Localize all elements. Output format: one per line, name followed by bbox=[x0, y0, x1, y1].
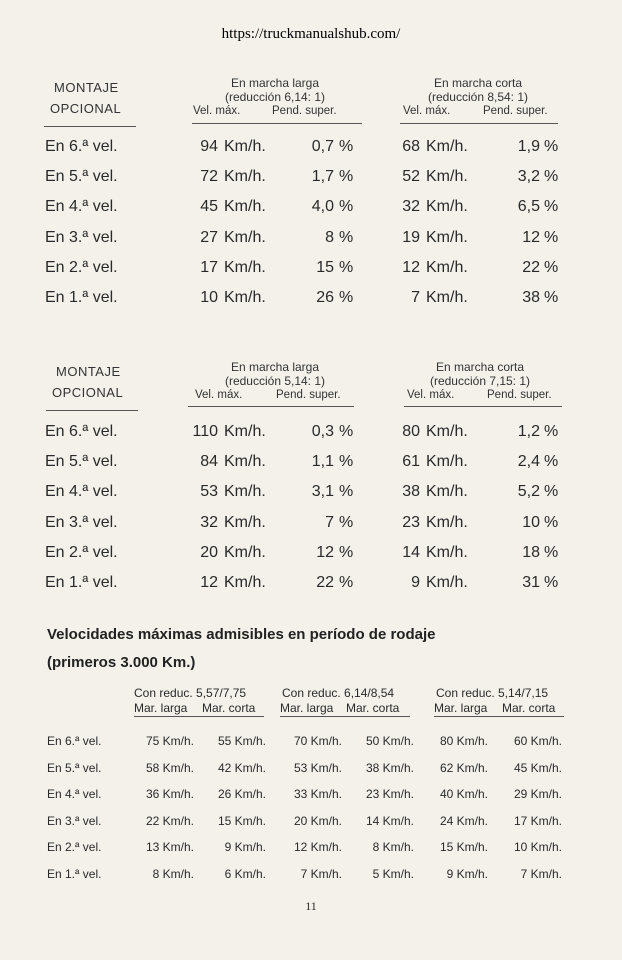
speed-cell: 53 Km/h. bbox=[293, 760, 342, 775]
percent-unit: % bbox=[544, 228, 559, 246]
percent-unit: % bbox=[544, 483, 559, 501]
sub-pend: Pend. super. bbox=[483, 105, 548, 117]
speed-cell: 22 Km/h. bbox=[145, 813, 194, 828]
table-label-line-1: MONTAJE bbox=[54, 80, 119, 95]
speed-cell: 50 Km/h. bbox=[365, 734, 414, 748]
column-header-larga: Mar. larga bbox=[134, 701, 188, 715]
source-url: https://truckmanualshub.com/ bbox=[221, 26, 401, 42]
corta-speed-value: 61 bbox=[402, 453, 420, 471]
corta-speed-value: 68 bbox=[402, 138, 420, 155]
larga-speed-value: 12 bbox=[200, 574, 218, 591]
speed-cell: 33 Km/h. bbox=[293, 787, 342, 802]
speed-unit: Km/h. bbox=[426, 289, 468, 306]
larga-speed-value: 72 bbox=[200, 168, 218, 186]
group-header-title: Con reduc. 6,14/8,54 bbox=[282, 686, 395, 700]
speed-unit: Km/h. bbox=[426, 138, 468, 155]
column-header-corta: Mar. corta bbox=[502, 701, 556, 715]
speed-unit: Km/h. bbox=[426, 574, 468, 591]
speed-unit: Km/h. bbox=[426, 228, 468, 246]
corta-grade-value: 38 bbox=[522, 289, 540, 306]
percent-unit: % bbox=[544, 168, 559, 186]
larga-grade-value: 0,7 bbox=[311, 138, 334, 155]
speed-cell: 12 Km/h. bbox=[293, 840, 342, 855]
percent-unit: % bbox=[544, 453, 559, 471]
speed-cell: 40 Km/h. bbox=[439, 787, 488, 802]
percent-unit: % bbox=[339, 198, 354, 216]
larga-grade-value: 0,3 bbox=[311, 423, 334, 440]
percent-unit: % bbox=[544, 543, 559, 561]
group-header-title: Con reduc. 5,14/7,15 bbox=[436, 686, 549, 700]
larga-speed-value: 27 bbox=[200, 228, 218, 246]
speed-unit: Km/h. bbox=[224, 453, 266, 471]
gear-label: En 3.ª vel. bbox=[45, 513, 118, 531]
page-number: 11 bbox=[305, 899, 317, 913]
percent-unit: % bbox=[339, 574, 354, 591]
speed-unit: Km/h. bbox=[224, 198, 266, 216]
sub-vel: Vel. máx. bbox=[407, 389, 455, 401]
divider bbox=[44, 126, 136, 127]
speed-cell: 62 Km/h. bbox=[439, 760, 488, 775]
group-corta-reduction: (reducción 7,15: 1) bbox=[429, 374, 531, 388]
speed-cell: 29 Km/h. bbox=[513, 787, 562, 802]
speed-unit: Km/h. bbox=[224, 574, 266, 591]
table-label-line-1: MONTAJE bbox=[56, 364, 121, 379]
speed-unit: Km/h. bbox=[224, 289, 266, 306]
table-label-line-2: OPCIONAL bbox=[50, 101, 122, 116]
corta-grade-value: 2,4 bbox=[517, 453, 540, 471]
percent-unit: % bbox=[339, 453, 354, 471]
speed-cell: 17 Km/h. bbox=[513, 813, 562, 828]
percent-unit: % bbox=[339, 423, 354, 440]
column-header-larga: Mar. larga bbox=[434, 701, 488, 715]
speed-unit: Km/h. bbox=[224, 423, 266, 440]
corta-grade-value: 1,9 bbox=[517, 138, 540, 155]
gear-label: En 4.ª vel. bbox=[47, 787, 102, 802]
divider bbox=[134, 716, 264, 717]
gear-label: En 6.ª vel. bbox=[45, 423, 118, 440]
gear-label: En 1.ª vel. bbox=[45, 289, 118, 306]
gear-label: En 2.ª vel. bbox=[45, 543, 118, 561]
column-header-corta: Mar. corta bbox=[346, 701, 400, 715]
speed-cell: 42 Km/h. bbox=[217, 760, 266, 775]
percent-unit: % bbox=[544, 513, 559, 531]
speed-unit: Km/h. bbox=[224, 228, 266, 246]
gear-label: En 5.ª vel. bbox=[45, 168, 118, 186]
group-larga-reduction: (reducción 5,14: 1) bbox=[224, 374, 326, 388]
corta-grade-value: 6,5 bbox=[517, 198, 540, 216]
speed-unit: Km/h. bbox=[426, 453, 468, 471]
speed-cell: 8 Km/h. bbox=[372, 840, 414, 855]
speed-cell: 15 Km/h. bbox=[439, 840, 488, 855]
gear-label: En 4.ª vel. bbox=[45, 198, 118, 216]
corta-grade-value: 10 bbox=[522, 513, 540, 531]
speed-unit: Km/h. bbox=[426, 198, 468, 216]
sub-vel: Vel. máx. bbox=[403, 105, 451, 117]
speed-cell: 60 Km/h. bbox=[513, 734, 562, 748]
group-corta-reduction: (reducción 8,54: 1) bbox=[427, 90, 529, 104]
speed-unit: Km/h. bbox=[426, 258, 468, 276]
corta-grade-value: 22 bbox=[522, 258, 540, 276]
speed-cell: 55 Km/h. bbox=[217, 734, 266, 748]
percent-unit: % bbox=[339, 483, 354, 501]
group-corta-title: En marcha corta bbox=[435, 360, 525, 374]
divider bbox=[188, 406, 354, 407]
sub-pend: Pend. super. bbox=[487, 389, 552, 401]
corta-grade-value: 12 bbox=[522, 228, 540, 246]
divider bbox=[404, 406, 562, 407]
percent-unit: % bbox=[544, 198, 559, 216]
percent-unit: % bbox=[339, 228, 354, 246]
speed-cell: 23 Km/h. bbox=[365, 787, 414, 802]
percent-unit: % bbox=[544, 138, 559, 155]
percent-unit: % bbox=[339, 258, 354, 276]
divider bbox=[400, 123, 558, 124]
speed-cell: 45 Km/h. bbox=[513, 760, 562, 775]
percent-unit: % bbox=[339, 513, 354, 531]
larga-speed-value: 53 bbox=[200, 483, 218, 501]
larga-speed-value: 110 bbox=[192, 423, 218, 440]
corta-speed-value: 12 bbox=[402, 258, 420, 276]
percent-unit: % bbox=[544, 289, 559, 306]
speed-cell: 26 Km/h. bbox=[217, 787, 266, 802]
section-title: Velocidades máximas admisibles en período de rodaje bbox=[47, 626, 436, 643]
speed-unit: Km/h. bbox=[224, 258, 266, 276]
speed-cell: 9 Km/h. bbox=[224, 840, 266, 855]
larga-grade-value: 3,1 bbox=[311, 483, 334, 501]
larga-speed-value: 17 bbox=[200, 258, 218, 276]
larga-grade-value: 1,1 bbox=[311, 453, 334, 471]
group-corta-title: En marcha corta bbox=[433, 76, 523, 90]
speed-cell: 6 Km/h. bbox=[224, 867, 266, 881]
gear-label: En 2.ª vel. bbox=[47, 840, 102, 855]
larga-speed-value: 32 bbox=[200, 513, 218, 531]
speed-cell: 24 Km/h. bbox=[439, 813, 488, 828]
speed-unit: Km/h. bbox=[426, 483, 468, 501]
corta-speed-value: 23 bbox=[402, 513, 420, 531]
gear-label: En 6.ª vel. bbox=[45, 138, 118, 155]
percent-unit: % bbox=[544, 574, 559, 591]
larga-grade-value: 8 bbox=[325, 228, 334, 246]
percent-unit: % bbox=[544, 258, 559, 276]
speed-unit: Km/h. bbox=[224, 513, 266, 531]
speed-cell: 80 Km/h. bbox=[439, 734, 488, 748]
corta-grade-value: 18 bbox=[522, 543, 540, 561]
speed-cell: 7 Km/h. bbox=[520, 867, 562, 881]
speed-cell: 5 Km/h. bbox=[372, 867, 414, 881]
group-header-title: Con reduc. 5,57/7,75 bbox=[134, 686, 247, 700]
speed-unit: Km/h. bbox=[426, 423, 468, 440]
larga-speed-value: 84 bbox=[200, 453, 218, 471]
percent-unit: % bbox=[339, 543, 354, 561]
corta-grade-value: 5,2 bbox=[517, 483, 540, 501]
speed-unit: Km/h. bbox=[224, 168, 266, 186]
larga-grade-value: 12 bbox=[316, 543, 334, 561]
speed-unit: Km/h. bbox=[426, 543, 468, 561]
gear-label: En 2.ª vel. bbox=[45, 258, 118, 276]
speed-cell: 58 Km/h. bbox=[145, 760, 194, 775]
percent-unit: % bbox=[544, 423, 559, 440]
corta-speed-value: 52 bbox=[402, 168, 420, 186]
speed-unit: Km/h. bbox=[224, 543, 266, 561]
larga-grade-value: 1,7 bbox=[311, 168, 334, 186]
divider bbox=[46, 410, 138, 411]
speed-unit: Km/h. bbox=[224, 138, 266, 155]
larga-grade-value: 7 bbox=[325, 513, 334, 531]
percent-unit: % bbox=[339, 138, 354, 155]
column-header-corta: Mar. corta bbox=[202, 701, 256, 715]
table-label-line-2: OPCIONAL bbox=[52, 385, 124, 400]
group-larga-title: En marcha larga bbox=[230, 76, 320, 90]
speed-cell: 7 Km/h. bbox=[300, 867, 342, 881]
corta-grade-value: 1,2 bbox=[517, 423, 540, 440]
percent-unit: % bbox=[339, 289, 354, 306]
speed-cell: 70 Km/h. bbox=[293, 734, 342, 748]
corta-speed-value: 7 bbox=[411, 289, 420, 306]
divider bbox=[434, 716, 564, 717]
gear-label: En 3.ª vel. bbox=[45, 228, 118, 246]
corta-speed-value: 38 bbox=[402, 483, 420, 501]
gear-label: En 1.ª vel. bbox=[47, 867, 102, 881]
speed-unit: Km/h. bbox=[426, 513, 468, 531]
larga-speed-value: 94 bbox=[200, 138, 218, 155]
speed-unit: Km/h. bbox=[426, 168, 468, 186]
speed-cell: 8 Km/h. bbox=[152, 867, 194, 881]
speed-cell: 10 Km/h. bbox=[513, 840, 562, 855]
sub-pend: Pend. super. bbox=[272, 105, 337, 117]
speed-cell: 38 Km/h. bbox=[365, 760, 414, 775]
gear-label: En 3.ª vel. bbox=[47, 813, 102, 828]
speed-cell: 20 Km/h. bbox=[293, 813, 342, 828]
gear-label: En 1.ª vel. bbox=[45, 574, 118, 591]
divider bbox=[280, 716, 410, 717]
divider bbox=[192, 123, 362, 124]
speed-cell: 14 Km/h. bbox=[365, 813, 414, 828]
speed-cell: 36 Km/h. bbox=[145, 787, 194, 802]
speed-cell: 75 Km/h. bbox=[145, 734, 194, 748]
speed-unit: Km/h. bbox=[224, 483, 266, 501]
gear-label: En 5.ª vel. bbox=[45, 453, 118, 471]
gear-label: En 5.ª vel. bbox=[47, 760, 102, 775]
larga-grade-value: 26 bbox=[316, 289, 334, 306]
sub-vel: Vel. máx. bbox=[195, 389, 243, 401]
group-larga-reduction: (reducción 6,14: 1) bbox=[224, 90, 326, 104]
larga-speed-value: 45 bbox=[200, 198, 218, 216]
section-subtitle: (primeros 3.000 Km.) bbox=[47, 654, 196, 671]
corta-grade-value: 31 bbox=[522, 574, 540, 591]
column-header-larga: Mar. larga bbox=[280, 701, 334, 715]
corta-speed-value: 80 bbox=[402, 423, 420, 440]
sub-pend: Pend. super. bbox=[276, 389, 341, 401]
corta-speed-value: 19 bbox=[402, 228, 420, 246]
speed-cell: 9 Km/h. bbox=[446, 867, 488, 881]
larga-grade-value: 4,0 bbox=[311, 198, 334, 216]
speed-cell: 13 Km/h. bbox=[145, 840, 194, 855]
corta-speed-value: 14 bbox=[402, 543, 420, 561]
larga-speed-value: 10 bbox=[200, 289, 218, 306]
percent-unit: % bbox=[339, 168, 354, 186]
speed-cell: 15 Km/h. bbox=[217, 813, 266, 828]
larga-speed-value: 20 bbox=[200, 543, 218, 561]
corta-speed-value: 32 bbox=[402, 198, 420, 216]
gear-label: En 4.ª vel. bbox=[45, 483, 118, 501]
sub-vel: Vel. máx. bbox=[193, 105, 241, 117]
corta-speed-value: 9 bbox=[411, 574, 420, 591]
group-larga-title: En marcha larga bbox=[230, 360, 320, 374]
corta-grade-value: 3,2 bbox=[517, 168, 540, 186]
gear-label: En 6.ª vel. bbox=[47, 734, 102, 748]
larga-grade-value: 15 bbox=[316, 258, 334, 276]
larga-grade-value: 22 bbox=[316, 574, 334, 591]
